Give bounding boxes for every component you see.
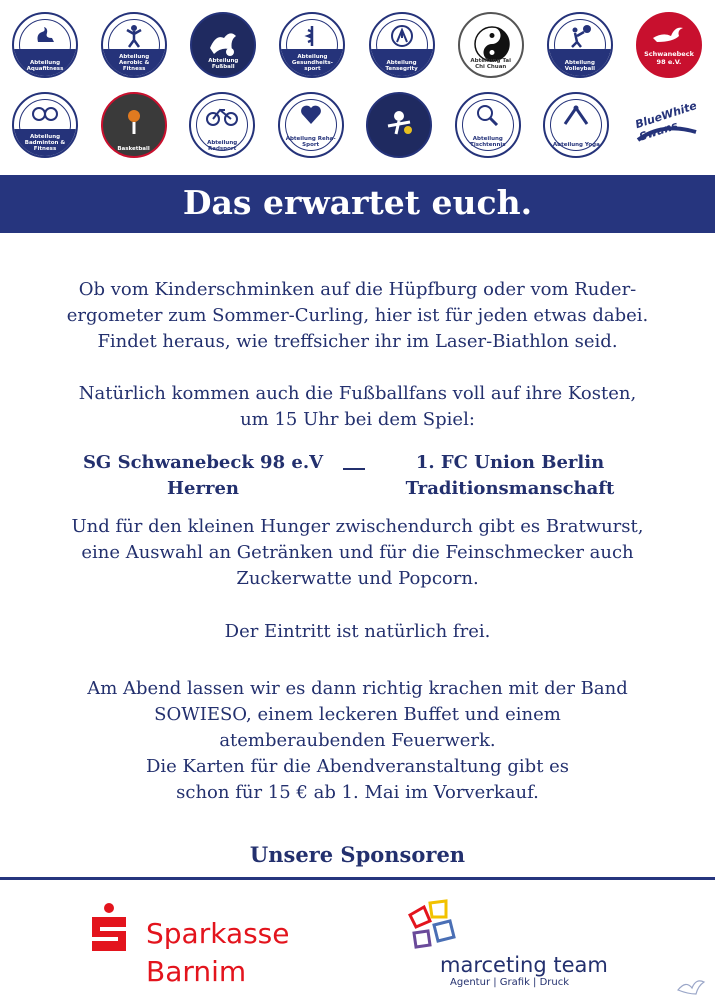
basketball-icon [103,108,165,141]
sparkasse-region: Barnim [146,955,247,988]
divider [0,877,715,880]
logo-label: Abteilung Radsport [207,140,238,152]
logo-radsport [189,92,255,158]
logo-label: Abteilung Badminton & Fitness [24,134,66,152]
logo-label: Abteilung Aerobic & Fitness [119,54,150,72]
evening-line: atemberaubenden Feuerwerk. [219,730,496,751]
cycling-icon [191,104,253,131]
martial-arts-icon [368,108,430,143]
logo-label: Abteilung Tai Chi Chuan [470,58,512,70]
versus-dash [343,468,365,470]
football-paragraph [0,381,715,433]
home-team-squad: Herren [167,478,239,499]
yoga-icon [545,104,607,131]
sparkasse-name: Sparkasse [146,917,290,950]
table-tennis-icon [457,104,519,131]
evening-paragraph [0,676,715,806]
bird-doodle-icon [676,976,706,996]
swan-club-icon [638,22,700,49]
logo-volleyball [547,12,613,78]
intro-line: Findet heraus, wie treffsicher ihr im Laser-Biathlon seid. [97,331,618,352]
logo-schwanebeck-98 [636,12,702,78]
match-fixture [0,450,715,504]
logo-row-1 [12,12,702,78]
away-team-squad: Traditionsmanschaft [405,478,615,499]
football-line: Natürlich kommen auch die Fußballfans voll auf ihre Kosten, [78,383,637,404]
home-team-name: SG Schwanebeck 98 e.V [82,452,324,473]
page-title: Das erwartet euch. [182,183,533,222]
logo-label: Schwanebeck 98 e.V. [644,50,694,66]
marceting-team-name: marceting team [440,953,608,977]
food-line: Zuckerwatte und Popcorn. [236,568,479,589]
evening-line: Am Abend lassen wir es dann richtig krachen mit der Band [87,678,628,699]
logo-yoga [543,92,609,158]
sponsors-heading: Unsere Sponsoren [249,842,466,867]
logo-reha-sport [278,92,344,158]
sparkasse-s-icon [90,903,128,953]
logo-label: Abteilung Fußball [208,58,239,70]
logo-label: Abteilung Gesundheits- sport [291,54,333,72]
logo-tischtennis [455,92,521,158]
logo-label: Basketball [117,146,150,152]
swan-icon [14,24,76,51]
heart-icon [280,104,342,131]
logo-badminton [12,92,78,158]
logo-tensegrity [369,12,435,78]
logo-label: Abteilung Aquafitness [26,60,64,72]
logo-label: BlueWhite Swans [633,99,699,144]
logo-label: Abteilung Reha-Sport [285,136,336,148]
intro-line: Ob vom Kinderschminken auf die Hüpfburg oder vom Ruder- [78,279,637,300]
logo-label: Abteilung Tischtennis [470,136,506,148]
logo-fussball [190,12,256,78]
yin-yang-icon [474,26,510,62]
logo-aerobic-fitness [101,12,167,78]
evening-line: schon für 15 € ab 1. Mai im Vorverkauf. [176,782,539,803]
logo-aquafitness [12,12,78,78]
logo-label: Abteilung Tensegrity [385,60,418,72]
department-logos [0,0,715,172]
away-team-name: 1. FC Union Berlin [415,452,605,473]
evening-line: Die Karten für die Abendveranstaltung gibt es [145,756,570,777]
entry-line: Der Eintritt ist natürlich frei. [224,621,491,642]
entry-paragraph [0,619,715,645]
evening-line: SOWIESO, einem leckeren Buffet und einem [154,704,561,725]
home-team [78,450,328,502]
logo-row-2 [12,92,702,158]
sparkasse-barnim-logo [90,903,320,993]
logo-martial-arts [366,92,432,158]
logo-bluewhite-swans [632,92,702,158]
intro-paragraph [0,277,715,355]
logo-label: Abteilung Volleyball [564,60,595,72]
food-paragraph [0,514,715,592]
logo-gesundheitssport [279,12,345,78]
logo-label: Abteilung Yoga [552,142,600,148]
logo-tai-chi [458,12,524,78]
away-team [380,450,640,502]
marceting-team-tagline: Agentur | Grafik | Druck [450,977,570,988]
logo-basketball [101,92,167,158]
title-banner [0,175,715,233]
food-line: eine Auswahl an Getränken und für die Feinschmecker auch [81,542,634,563]
football-line: um 15 Uhr bei dem Spiel: [240,409,475,430]
marceting-team-mark-icon [400,895,470,955]
badminton-icon [14,104,76,131]
marceting-team-logo [390,895,650,995]
intro-line: ergometer zum Sommer-Curling, hier ist für jeden etwas dabei. [66,305,649,326]
food-line: Und für den kleinen Hunger zwischendurch gibt es Bratwurst, [71,516,644,537]
